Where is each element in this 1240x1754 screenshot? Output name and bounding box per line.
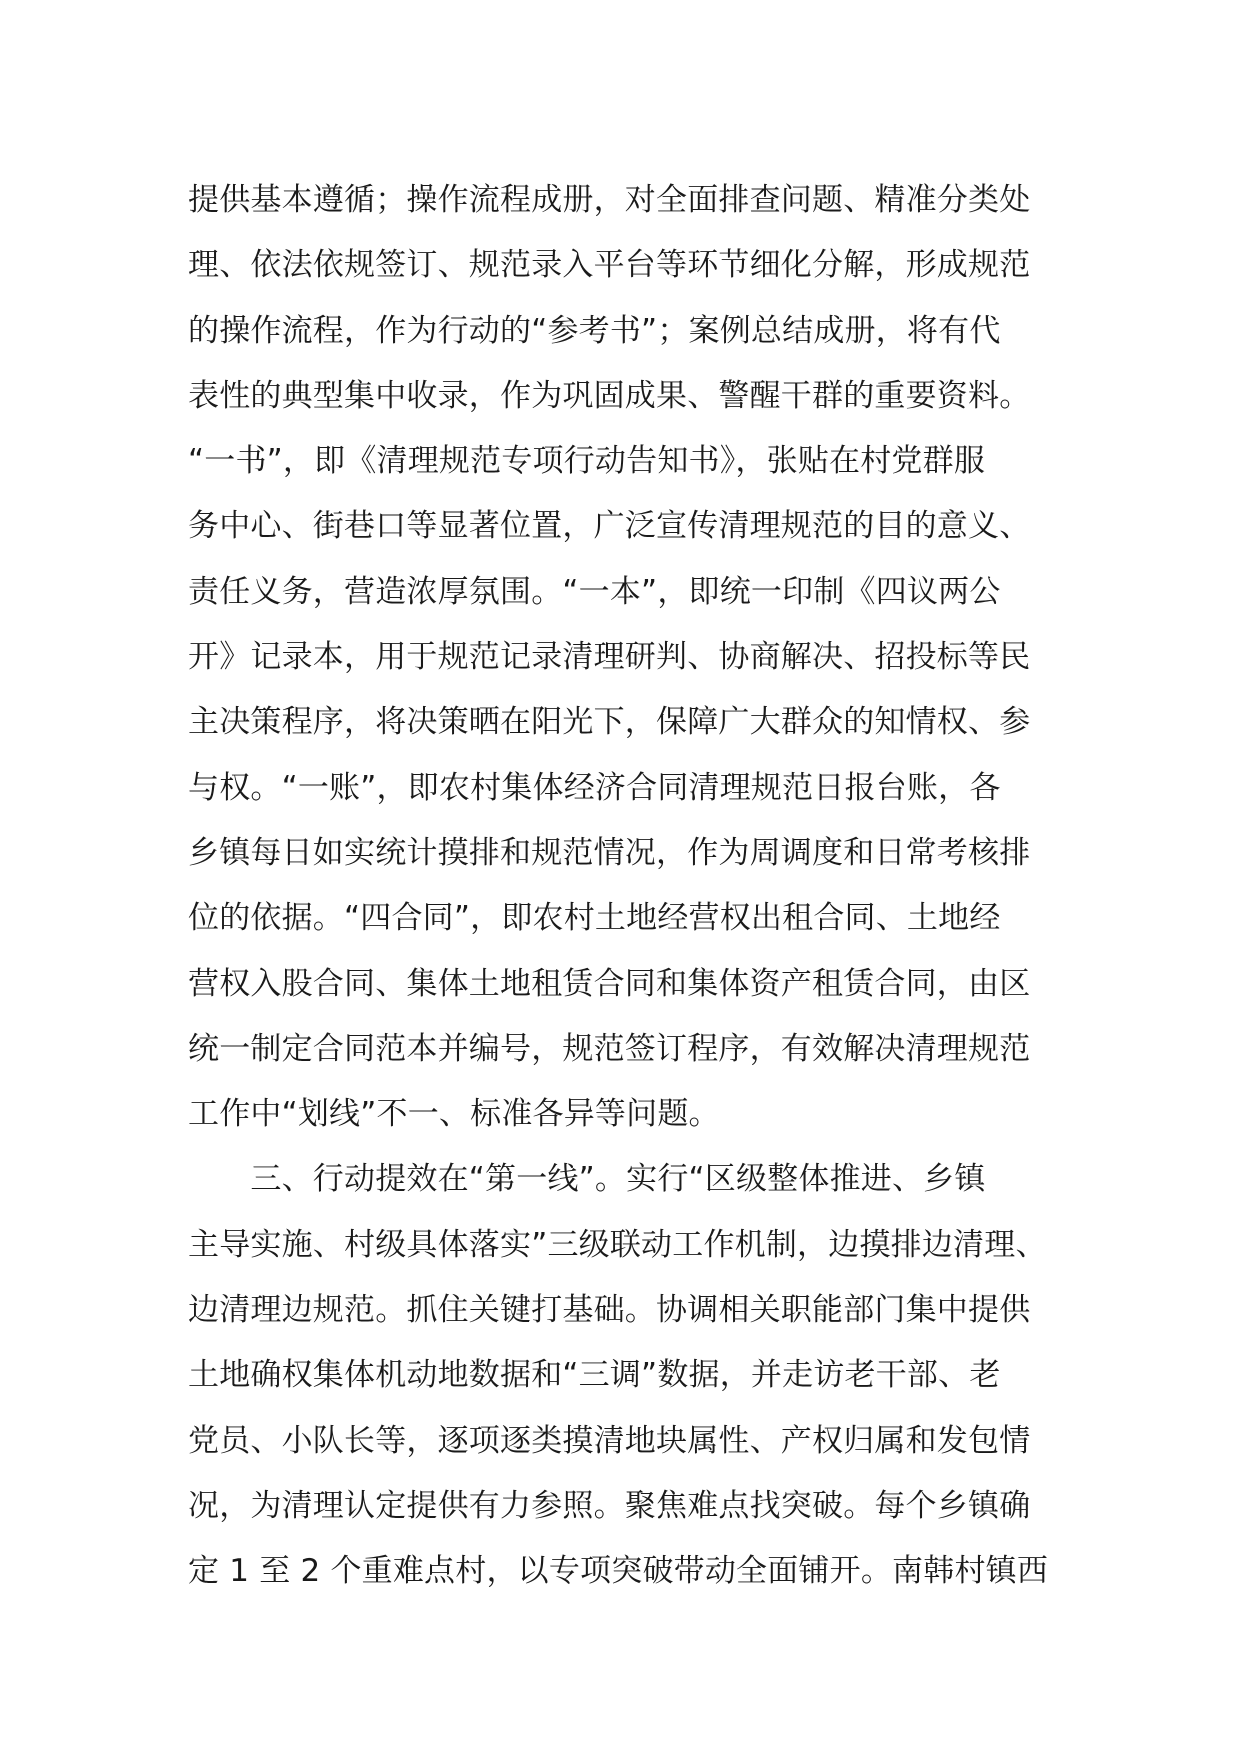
- text-line: 与权。“一账”，即农村集体经济合同清理规范日报台账，各: [188, 769, 1001, 806]
- text-line: 提供基本遵循；操作流程成册，对全面排查问题、精准分类处: [188, 182, 1031, 218]
- text-line: 位的依据。“四合同”，即农村土地经营权出租合同、土地经: [188, 900, 1001, 937]
- text-line: 工作中“划线”不一、标准各异等问题。: [188, 1096, 720, 1133]
- text-line: 营权入股合同、集体土地租赁合同和集体资产租赁合同，由区: [188, 965, 1031, 1002]
- text-line: 三、行动提效在“第一线”。实行“区级整体推进、乡镇: [188, 1161, 986, 1198]
- text-line: 务中心、街巷口等显著位置，广泛宣传清理规范的目的意义、: [188, 508, 1031, 545]
- text-line: 的操作流程，作为行动的“参考书”；案例总结成册，将有代: [188, 312, 1001, 349]
- text-line: 主决策程序，将决策晒在阳光下，保障广大群众的知情权、参: [188, 704, 1031, 741]
- text-line: 表性的典型集中收录，作为巩固成果、警醒干群的重要资料。: [188, 377, 1031, 414]
- document-body: [188, 168, 1068, 1605]
- text-line: 党员、小队长等，逐项逐类摸清地块属性、产权归属和发包情: [188, 1422, 1031, 1459]
- text-line: 况，为清理认定提供有力参照。聚焦难点找突破。每个乡镇确: [188, 1487, 1031, 1524]
- text-line: 边清理边规范。抓住关键打基础。协调相关职能部门集中提供: [188, 1292, 1031, 1329]
- text-line: 责任义务，营造浓厚氛围。“一本”，即统一印制《四议两公: [188, 573, 1001, 610]
- text-line: “一书”，即《清理规范专项行动告知书》，张贴在村党群服: [188, 443, 986, 480]
- text-line: 开》记录本，用于规范记录清理研判、协商解决、招投标等民: [188, 639, 1031, 676]
- text-line: 理、依法依规签订、规范录入平台等环节细化分解，形成规范: [188, 247, 1031, 284]
- text-line: 土地确权集体机动地数据和“三调”数据，并走访老干部、老: [188, 1357, 1001, 1394]
- text-line: 统一制定合同范本并编号，规范签订程序，有效解决清理规范: [188, 1030, 1031, 1067]
- text-line: 主导实施、村级具体落实”三级联动工作机制，边摸排边清理、: [188, 1226, 1047, 1263]
- text-line: 定 1 至 2 个重难点村，以专项突破带动全面铺开。南韩村镇西: [188, 1553, 1049, 1590]
- text-line: 乡镇每日如实统计摸排和规范情况，作为周调度和日常考核排: [188, 834, 1031, 871]
